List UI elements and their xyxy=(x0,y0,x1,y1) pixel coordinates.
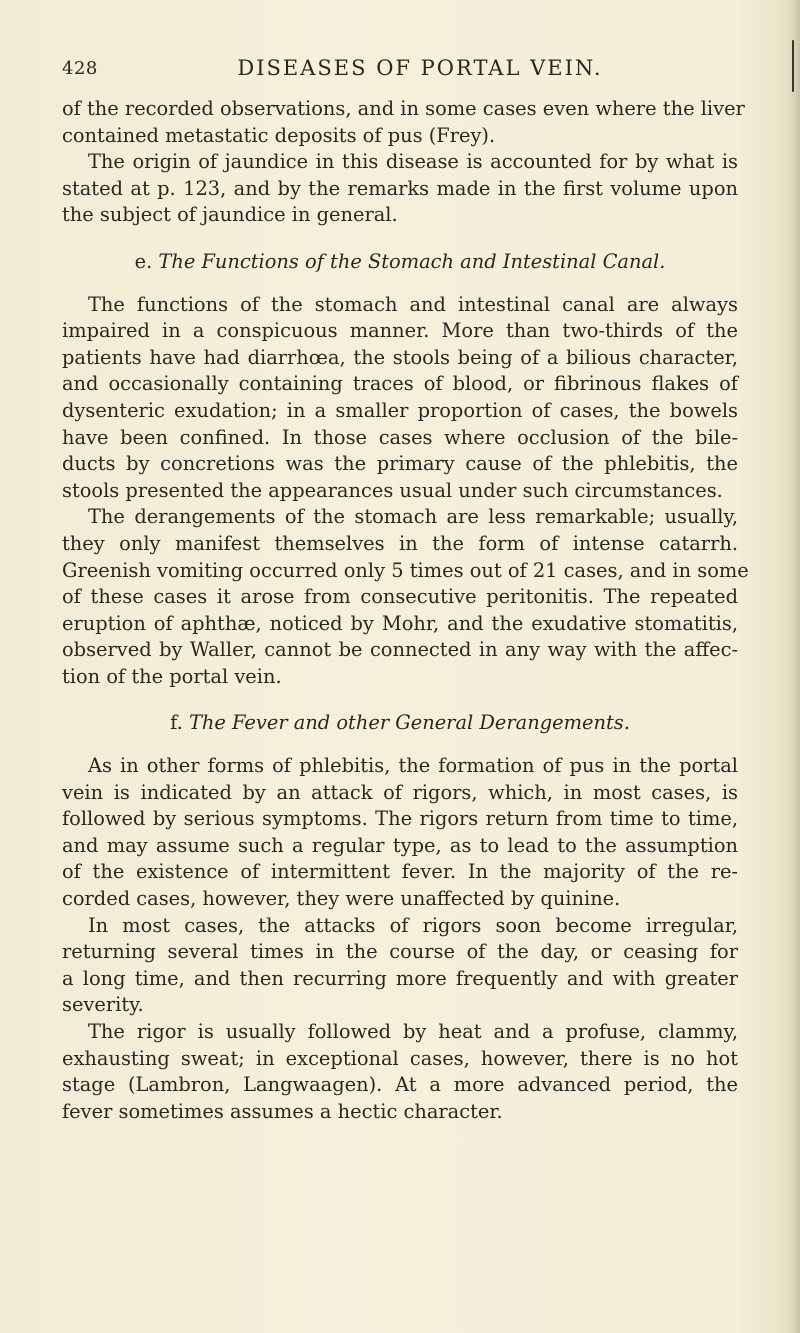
text-line: of these cases it arose from consecutive peritonitis. The repeated xyxy=(62,585,738,609)
text-line: The origin of jaundice in this disease is accounted for by what is xyxy=(88,150,738,174)
text-line: The derangements of the stomach are less remarkable; usually, xyxy=(88,505,738,529)
text-line: Greenish vomiting occurred only 5 times out of 21 cases, and in some xyxy=(62,558,749,582)
text-line: corded cases, however, they were unaffected by quinine. xyxy=(62,887,621,911)
text-line: stools presented the appearances usual under such circumstances. xyxy=(62,478,723,502)
text-line: impaired in a conspicuous manner. More than two-thirds of the xyxy=(62,319,738,343)
text-line: the subject of jaundice in general. xyxy=(62,203,398,227)
text-line: vein is indicated by an attack of rigors, which, in most cases, is xyxy=(62,780,738,804)
text-line: of the recorded observations, and in some cases even where the liver xyxy=(62,97,745,120)
section-heading-f xyxy=(62,710,738,737)
text-line: tion of the portal vein. xyxy=(62,664,282,688)
text-line: As in other forms of phlebitis, the formation of pus in the portal xyxy=(88,754,738,778)
text-line: stage (Lambron, Langwaagen). At a more advanced period, the xyxy=(62,1073,738,1097)
section-label: e. xyxy=(134,249,153,273)
section-label: f. xyxy=(170,711,183,735)
running-title: DISEASES OF PORTAL VEIN. xyxy=(237,56,603,80)
text-line: they only manifest themselves in the form of intense catarrh. xyxy=(62,531,738,555)
text-line: ducts by concretions was the primary cause of the phlebitis, the xyxy=(62,452,738,476)
page-edge-shadow xyxy=(786,0,800,1333)
section-title: The Functions of the Stomach and Intestinal Canal. xyxy=(158,249,666,273)
text-line: stated at p. 123, and by the remarks made in the first volume upon xyxy=(62,176,738,200)
page-number: 428 xyxy=(62,58,98,79)
text-line: patients have had diarrhœa, the stools being of a bilious character, xyxy=(62,345,738,369)
section-title: The Fever and other General Derangements. xyxy=(188,711,630,735)
text-line: and may assume such a regular type, as to lead to the assumption xyxy=(62,833,738,857)
text-line: severity. xyxy=(62,993,144,1017)
body-text xyxy=(62,96,749,1125)
text-line: exhausting sweat; in exceptional cases, however, there is no hot xyxy=(62,1046,738,1070)
text-line: The rigor is usually followed by heat and a profuse, clammy, xyxy=(88,1020,738,1043)
text-line: of the existence of intermittent fever. In the majority of the re- xyxy=(62,860,738,884)
text-line: dysenteric exudation; in a smaller proportion of cases, the bowels xyxy=(62,398,738,422)
text-line: followed by serious symptoms. The rigors return from time to time, xyxy=(62,807,738,831)
text-line: returning several times in the course of the day, or ceasing for xyxy=(62,940,738,964)
text-line: observed by Waller, cannot be connected in any way with the affec- xyxy=(62,638,738,662)
text-line: fever sometimes assumes a hectic character. xyxy=(62,1099,503,1123)
section-heading-e xyxy=(62,249,738,276)
text-line: contained metastatic deposits of pus (Frey). xyxy=(62,123,496,147)
text-line: In most cases, the attacks of rigors soon become irregular, xyxy=(88,913,738,937)
text-line: a long time, and then recurring more frequently and with greater xyxy=(62,966,738,990)
text-line: have been confined. In those cases where occlusion of the bile- xyxy=(62,425,738,449)
text-line: The functions of the stomach and intestinal canal are always xyxy=(88,292,738,316)
binding-mark xyxy=(792,40,794,92)
page-header xyxy=(62,52,738,88)
text-line: eruption of aphthæ, noticed by Mohr, and the exudative stomatitis, xyxy=(62,611,738,635)
text-line: and occasionally containing traces of blood, or fibrinous flakes of xyxy=(62,372,738,396)
